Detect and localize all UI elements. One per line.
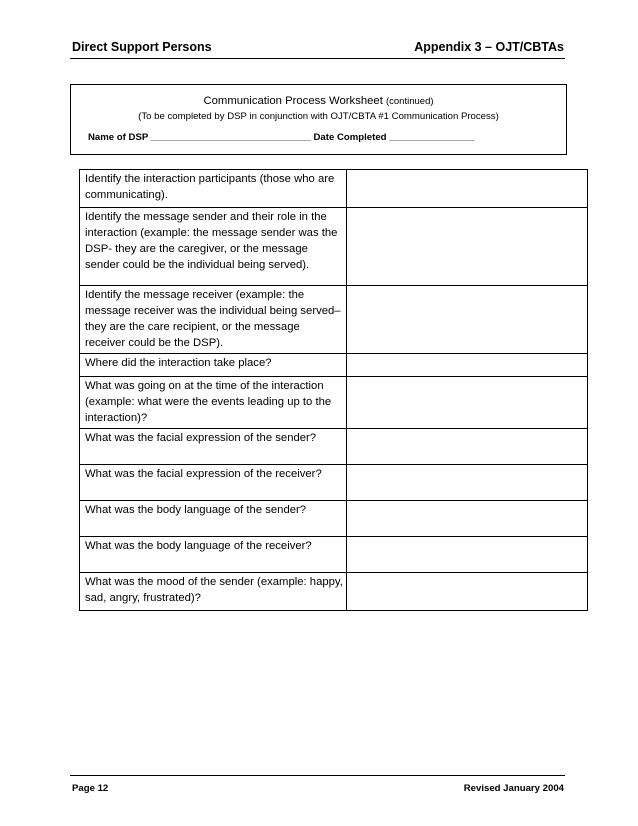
table-row (80, 354, 588, 377)
answer-cell[interactable] (347, 208, 588, 286)
footer-divider (70, 775, 565, 776)
table-row (80, 208, 588, 286)
question-cell: Identify the message receiver (example: the message receiver was the individual being served–they are the care recipient, or the message receiver could be the DSP). (80, 286, 347, 354)
question-cell: What was the facial expression of the sender? (80, 429, 347, 465)
answer-cell[interactable] (347, 501, 588, 537)
revision-date: Revised January 2004 (463, 783, 564, 794)
worksheet-title (71, 95, 566, 107)
table-row (80, 286, 588, 354)
question-table (79, 169, 588, 611)
table-row (80, 170, 588, 208)
answer-cell[interactable] (347, 465, 588, 501)
header-title: Direct Support Persons (72, 40, 212, 54)
worksheet-title-suffix: (continued) (385, 96, 434, 107)
worksheet-title-text: Communication Process Worksheet (203, 95, 383, 107)
answer-cell[interactable] (347, 377, 588, 429)
answer-cell[interactable] (347, 286, 588, 354)
answer-cell[interactable] (347, 170, 588, 208)
worksheet-info-box (70, 84, 567, 155)
question-cell: What was the mood of the sender (example: happy, sad, angry, frustrated)? (80, 573, 347, 611)
table-row (80, 465, 588, 501)
worksheet-fields (88, 132, 475, 143)
table-row (80, 429, 588, 465)
name-of-dsp-field[interactable]: Name of DSP ______________________________ (88, 132, 311, 143)
answer-cell[interactable] (347, 573, 588, 611)
date-completed-field[interactable]: Date Completed ________________ (313, 132, 475, 143)
header-appendix: Appendix 3 – OJT/CBTAs (414, 40, 564, 54)
question-cell: What was going on at the time of the interaction (example: what were the events leading up to the interaction)? (80, 377, 347, 429)
answer-cell[interactable] (347, 429, 588, 465)
table-row (80, 573, 588, 611)
page-number: Page 12 (72, 783, 109, 794)
worksheet-subtitle: (To be completed by DSP in conjunction with OJT/CBTA #1 Communication Process) (138, 111, 499, 122)
table-row (80, 537, 588, 573)
table-row (80, 501, 588, 537)
header-divider (70, 58, 565, 59)
table-row (80, 377, 588, 429)
question-cell: Identify the interaction participants (those who are communicating). (80, 170, 347, 208)
answer-cell[interactable] (347, 537, 588, 573)
question-cell: Where did the interaction take place? (80, 354, 347, 377)
question-cell: What was the body language of the receiver? (80, 537, 347, 573)
answer-cell[interactable] (347, 354, 588, 377)
question-cell: What was the facial expression of the receiver? (80, 465, 347, 501)
question-cell: What was the body language of the sender? (80, 501, 347, 537)
question-cell: Identify the message sender and their role in the interaction (example: the message sender was the DSP- they are the caregiver, or the message sender could be the individual being served). (80, 208, 347, 286)
